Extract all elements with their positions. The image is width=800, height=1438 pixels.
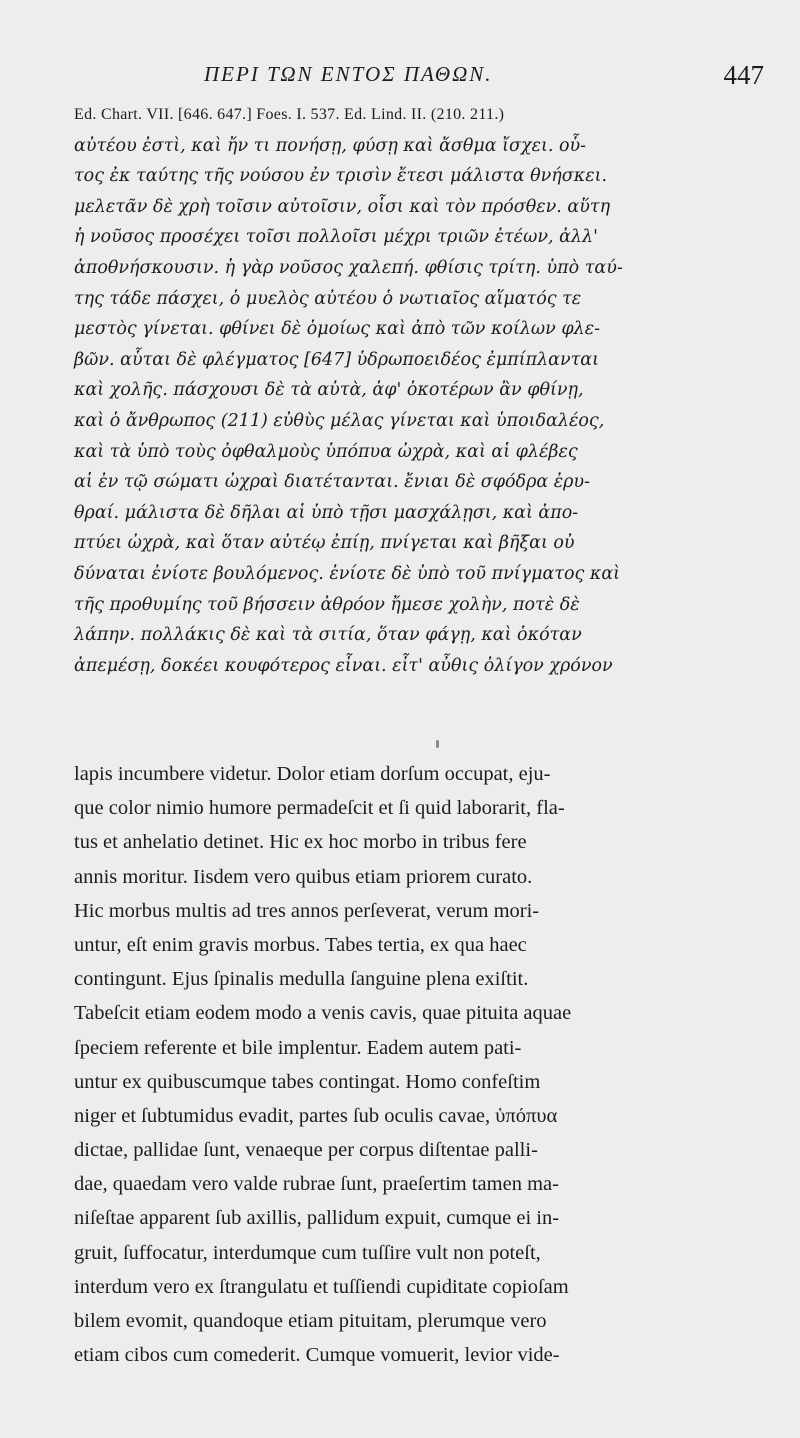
ink-spot	[436, 740, 439, 748]
greek-line: μελετᾶν δὲ χρὴ τοῖσιν αὐτοῖσιν, οἷσι καὶ τὸν πρόσθεν. αὕτη	[74, 196, 611, 217]
latin-line: dae, quaedam vero valde rubrae ſunt, praeſertim tamen ma-	[74, 1173, 559, 1196]
greek-line: αἱ ἐν τῷ σώματι ὠχραὶ διατέτανται. ἔνιαι δὲ σφόδρα ἐρυ-	[74, 472, 590, 493]
latin-line: bilem evomit, quandoque etiam pituitam, plerumque vero	[74, 1310, 547, 1332]
greek-line: μεστὸς γίνεται. φθίνει δὲ ὁμοίως καὶ ἀπὸ τῶν κοίλων φλε-	[74, 319, 601, 340]
greek-line: καὶ τὰ ὑπὸ τοὺς ὀφθαλμοὺς ὑπόπυα ὠχρὰ, καὶ αἱ φλέβες	[74, 441, 578, 462]
latin-line: dictae, pallidae ſunt, venaeque per corpus diſtentae palli-	[74, 1139, 538, 1162]
greek-line: τῆς προθυμίης τοῦ βήσσειν ἀθρόον ἤμεσε χολὴν, ποτὲ δὲ	[74, 594, 580, 615]
latin-line: annis moritur. Iisdem vero quibus etiam priorem curato.	[74, 865, 533, 888]
greek-line: καὶ ὁ ἄνθρωπος (211) εὐθὺς μέλας γίνεται καὶ ὑποιδαλέος,	[74, 410, 605, 431]
latin-line: untur, eſt enim gravis morbus. Tabes tertia, ex qua haec	[74, 933, 527, 956]
latin-line: Hic morbus multis ad tres annos perſeverat, verum mori-	[74, 899, 540, 922]
latin-line: interdum vero ex ſtrangulatu et tuſſiendi cupiditate copioſam	[74, 1275, 569, 1298]
latin-line: niger et ſubtumidus evadit, partes ſub oculis cavae, ὑπόπυα	[74, 1104, 558, 1127]
greek-line: ἡ νοῦσος προσέχει τοῖσι πολλοῖσι μέχρι τριῶν ἐτέων, ἀλλ'	[74, 227, 598, 248]
latin-line: Tabeſcit etiam eodem modo a venis cavis, quae pituita aquae	[74, 1002, 572, 1025]
latin-line: tus et anhelatio detinet. Hic ex hoc morbo in tribus fere	[74, 831, 527, 854]
running-title: ΠΕΡΙ ΤΩΝ ΕΝΤΟΣ ΠΑΘΩΝ.	[204, 62, 493, 86]
page-number: 447	[723, 60, 764, 90]
latin-line: lapis incumbere videtur. Dolor etiam dorſum occupat, eju-	[74, 763, 551, 785]
greek-line: βῶν. αὗται δὲ φλέγματος [647] ὑδρωποειδέος ἐμπίπλανται	[74, 349, 599, 370]
greek-line: τος ἐκ ταύτης τῆς νούσου ἐν τρισὶν ἔτεσι μάλιστα θνήσκει.	[74, 166, 608, 187]
greek-line: αὐτέου ἐστὶ, καὶ ἤν τι πονήσῃ, φύσῃ καὶ ἄσθμα ἴσχει. οὗ-	[74, 135, 587, 156]
latin-line: untur ex quibuscumque tabes contingat. Homo confeſtim	[74, 1070, 541, 1093]
latin-line: contingunt. Ejus ſpinalis medulla ſanguine plena exiſtit.	[74, 968, 529, 991]
greek-line: καὶ χολῆς. πάσχουσι δὲ τὰ αὐτὰ, ἀφ' ὁκοτέρων ἂν φθίνῃ,	[74, 380, 584, 401]
latin-line: ſpeciem referente et bile implentur. Eadem autem pati-	[74, 1036, 522, 1059]
edition-reference-line: Ed. Chart. VII. [646. 647.] Foes. I. 537. Ed. Lind. II. (210. 211.)	[74, 106, 505, 123]
greek-line: λάπην. πολλάκις δὲ καὶ τὰ σιτία, ὅταν φάγῃ, καὶ ὁκόταν	[74, 625, 582, 646]
greek-text-block	[74, 100, 764, 681]
greek-line: της τάδε πάσχει, ὁ μυελὸς αὐτέου ὁ νωτιαῖος αἵματός τε	[74, 288, 582, 309]
greek-line: πτύει ὠχρὰ, καὶ ὅταν αὐτέῳ ἐπίῃ, πνίγεται καὶ βῆξαι οὐ	[74, 533, 575, 554]
latin-line: gruit, ſuffocatur, interdumque cum tuſſire vult non poteſt,	[74, 1241, 541, 1264]
greek-line: θραί. μάλιστα δὲ δῆλαι αἱ ὑπὸ τῇσι μασχάλῃσι, καὶ ἀπο-	[74, 502, 579, 523]
latin-line: etiam cibos cum comederit. Cumque vomuerit, levior vide-	[74, 1344, 560, 1367]
greek-line: ἀπεμέσῃ, δοκέει κουφότερος εἶναι. εἶτ' αὖθις ὀλίγον χρόνον	[74, 655, 613, 676]
greek-line: δύναται ἐνίοτε βουλόμενος. ἐνίοτε δὲ ὑπὸ τοῦ πνίγματος καὶ	[74, 563, 620, 584]
greek-line: ἀποθνήσκουσιν. ἡ γὰρ νοῦσος χαλεπή. φθίσις τρίτη. ὑπὸ ταύ-	[74, 257, 623, 278]
latin-text-block	[74, 757, 764, 1372]
latin-line: niſeſtae apparent ſub axillis, pallidum expuit, cumque ei in-	[74, 1207, 560, 1230]
page-header	[76, 56, 776, 96]
latin-line: que color nimio humore permadeſcit et ſi quid laborarit, fla-	[74, 797, 565, 820]
